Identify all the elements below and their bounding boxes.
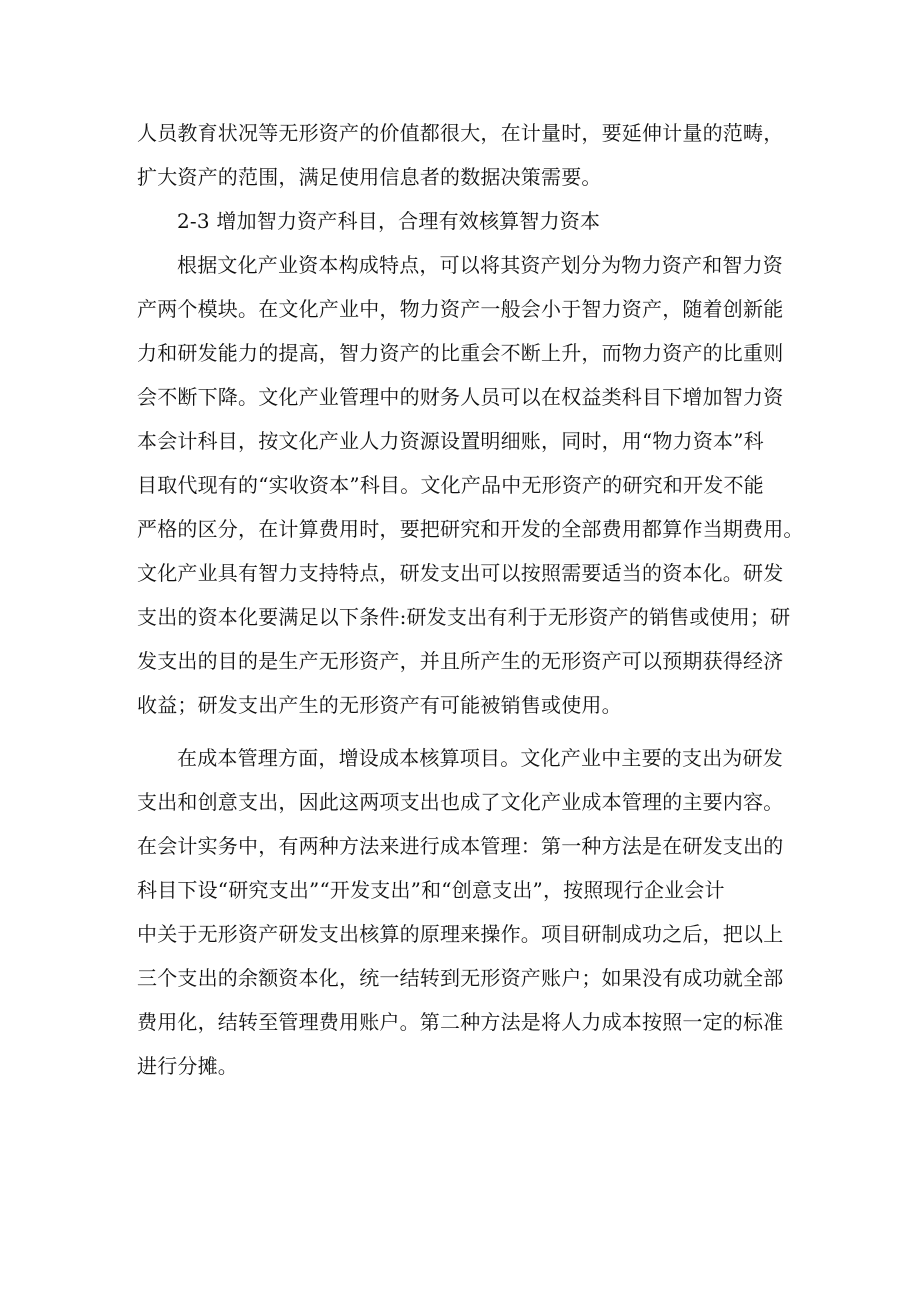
text-line: 发支出的目的是生产无形资产，并且所产生的无形资产可以预期获得经济 [137, 649, 784, 673]
text-line: 产两个模块。在文化产业中，物力资产一般会小于智力资产，随着创新能 [137, 297, 784, 321]
text-line: 会不断下降。文化产业管理中的财务人员可以在权益类科目下增加智力资 [137, 385, 784, 409]
text-line: 支出和创意支出，因此这两项支出也成了文化产业成本管理的主要内容。 [137, 790, 784, 814]
text-line: 进行分摊。 [137, 1054, 238, 1078]
document-body [137, 111, 804, 1088]
text-line: 人员教育状况等无形资产的价值都很大，在计量时，要延伸计量的范畴， [137, 121, 784, 145]
text-line: 三个支出的余额资本化，统一结转到无形资产账户；如果没有成功就全部 [137, 966, 784, 990]
text-line: 力和研发能力的提高，智力资产的比重会不断上升，而物力资产的比重则 [137, 341, 784, 365]
text-line: 科目下设“研究支出”“开发支出”和“创意支出”，按照现行企业会计 [137, 878, 725, 902]
text-line: 支出的资本化要满足以下条件:研发支出有利于无形资产的销售或使用；研 [137, 605, 791, 629]
text-line: 文化产业具有智力支持特点，研发支出可以按照需要适当的资本化。研发 [137, 561, 784, 585]
section-heading: 2-3 增加智力资产科目，合理有效核算智力资本 [177, 209, 601, 233]
text-line: 目取代现有的“实收资本”科目。文化产品中无形资产的研究和开发不能 [137, 473, 764, 497]
text-line: 在会计实务中，有两种方法来进行成本管理：第一种方法是在研发支出的 [137, 834, 784, 858]
paragraph-first-line: 根据文化产业资本构成特点，可以将其资产划分为物力资产和智力资 [177, 253, 783, 277]
text-line: 扩大资产的范围，满足使用信息者的数据决策需要。 [137, 165, 602, 189]
text-line: 本会计科目，按文化产业人力资源设置明细账，同时，用“物力资本”科 [137, 429, 764, 453]
paragraph-first-line: 在成本管理方面，增设成本核算项目。文化产业中主要的支出为研发 [177, 746, 783, 770]
text-line: 中关于无形资产研发支出核算的原理来操作。项目研制成功之后，把以上 [137, 922, 784, 946]
text-line: 严格的区分，在计算费用时，要把研究和开发的全部费用都算作当期费用。 [137, 517, 804, 541]
text-line: 费用化，结转至管理费用账户。第二种方法是将人力成本按照一定的标准 [137, 1010, 784, 1034]
text-line: 收益；研发支出产生的无形资产有可能被销售或使用。 [137, 693, 622, 717]
